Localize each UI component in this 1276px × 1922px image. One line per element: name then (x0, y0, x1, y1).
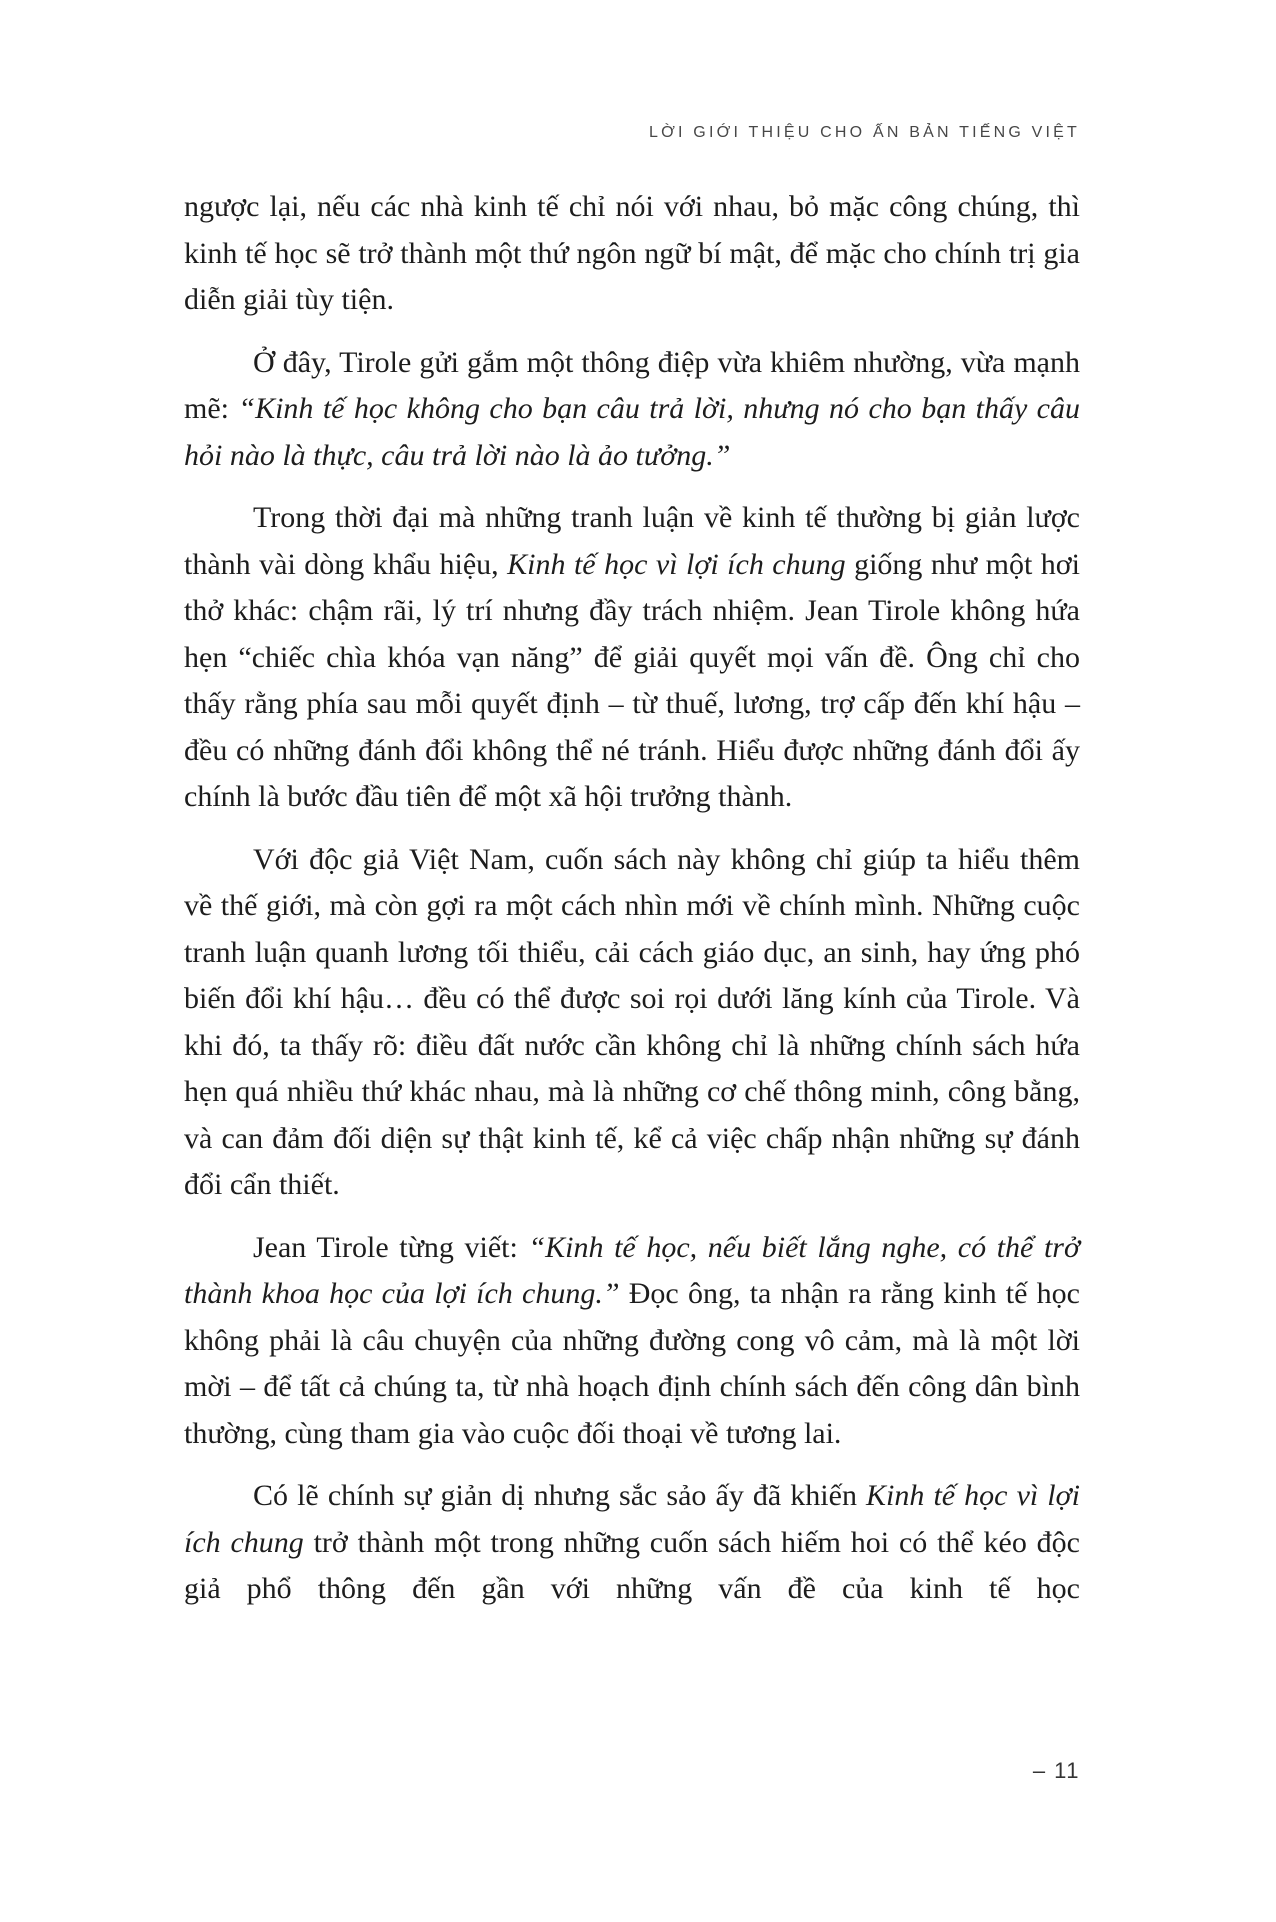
page-number: – 11 (1032, 1758, 1080, 1783)
text-run: trở thành một trong những cuốn sách hiếm hoi có thể kéo độc giả phổ thông đến gần với những vấn đề của kinh tế học (184, 1525, 1080, 1605)
text-column (184, 0, 1080, 1922)
paragraph (184, 1225, 1080, 1458)
italic-text-run: Kinh tế học vì lợi ích chung (507, 547, 846, 581)
paragraph (184, 495, 1080, 821)
italic-text-run: “Kinh tế học, nếu biết lắng nghe, có thể trở thành khoa học của lợi ích chung.” (184, 1230, 1080, 1310)
text-run: Trong thời đại mà những tranh luận về kinh tế thường bị giản lược thành vài dòng khẩu hiệu, (184, 501, 1080, 581)
page-body (184, 184, 1080, 1613)
running-header: LỜI GIỚI THIỆU CHO ẤN BẢN TIẾNG VIỆT (649, 124, 1080, 141)
italic-text-run: Kinh tế học vì lợi ích chung (184, 1479, 1080, 1559)
paragraph (184, 340, 1080, 480)
text-run: Có lẽ chính sự giản dị nhưng sắc sảo ấy đã khiến (253, 1479, 867, 1512)
paragraph (184, 837, 1080, 1209)
text-run: giống như một hơi thở khác: chậm rãi, lý trí nhưng đầy trách nhiệm. Jean Tirole không hứa hẹn “chiếc chìa khóa vạn năng” để giải quyết mọi vấn đề. Ông chỉ cho thấy rằng phía sau mỗi quyết định – từ thuế, lương, trợ cấp đến khí hậu – đều có những đánh đổi không thể né tránh. Hiểu được những đánh đổi ấy chính là bước đầu tiên để một xã hội trưởng thành. (184, 547, 1080, 813)
italic-text-run: “Kinh tế học không cho bạn câu trả lời, nhưng nó cho bạn thấy câu hỏi nào là thực, câu trả lời nào là ảo tưởng.” (184, 392, 1080, 472)
text-run: Ở đây, Tirole gửi gắm một thông điệp vừa khiêm nhường, vừa mạnh mẽ: (184, 345, 1080, 425)
text-run: Jean Tirole từng viết: (253, 1230, 529, 1264)
text-run: Với độc giả Việt Nam, cuốn sách này không chỉ giúp ta hiểu thêm về thế giới, mà còn gợi ra một cách nhìn mới về chính mình. Những cuộc tranh luận quanh lương tối thiểu, cải cách giáo dục, an sinh, hay ứng phó biến đổi khí hậu… đều có thể được soi rọi dưới lăng kính của Tirole. Và khi đó, ta thấy rõ: điều đất nước cần không chỉ là những chính sách hứa hẹn quá nhiều thứ khác nhau, mà là những cơ chế thông minh, công bằng, và can đảm đối diện sự thật kinh tế, kể cả việc chấp nhận những sự đánh đổi cẩn thiết. (184, 842, 1080, 1201)
paragraph (184, 184, 1080, 324)
text-run: ngược lại, nếu các nhà kinh tế chỉ nói với nhau, bỏ mặc công chúng, thì kinh tế học sẽ trở thành một thứ ngôn ngữ bí mật, để mặc cho chính trị gia diễn giải tùy tiện. (184, 190, 1080, 316)
text-run: Đọc ông, ta nhận ra rằng kinh tế học không phải là câu chuyện của những đường cong vô cảm, mà là một lời mời – để tất cả chúng ta, từ nhà hoạch định chính sách đến công dân bình thường, cùng tham gia vào cuộc đối thoại về tương lai. (184, 1277, 1080, 1450)
paragraph (184, 1473, 1080, 1613)
